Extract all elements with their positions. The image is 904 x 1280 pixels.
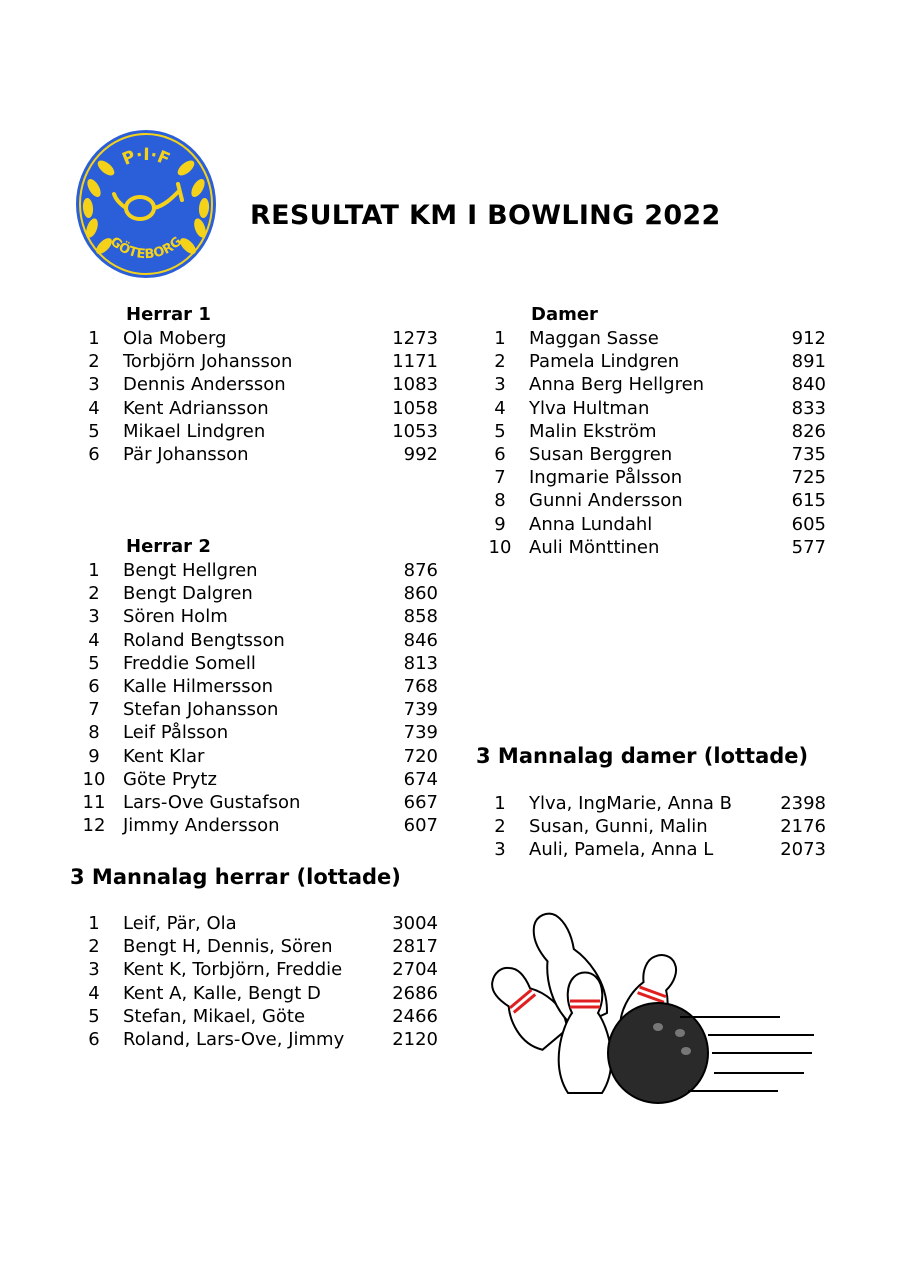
table-row	[79, 327, 438, 350]
rank-cell: 7	[88, 699, 100, 721]
score-cell: 1053	[392, 420, 438, 442]
table-row	[79, 745, 438, 768]
name-cell: Pär Johansson	[123, 443, 249, 465]
name-cell: Torbjörn Johansson	[123, 351, 293, 373]
table-row	[79, 982, 438, 1005]
table-row	[79, 443, 438, 466]
herrar-1-table	[79, 327, 438, 466]
score-cell: 2704	[392, 959, 438, 981]
table-row	[79, 582, 438, 605]
table-row	[79, 420, 438, 443]
score-cell: 840	[791, 374, 826, 396]
name-cell: Kent Adriansson	[123, 397, 269, 419]
rank-cell: 2	[88, 583, 100, 605]
score-cell: 725	[791, 467, 826, 489]
table-row	[79, 652, 438, 675]
rank-cell: 6	[88, 1028, 100, 1050]
score-cell: 2073	[780, 839, 826, 861]
table-row	[485, 443, 826, 466]
score-cell: 2176	[780, 816, 826, 838]
score-cell: 826	[791, 420, 826, 442]
score-cell: 1273	[392, 328, 438, 349]
name-cell: Auli, Pamela, Anna L	[529, 839, 714, 861]
score-cell: 577	[791, 536, 826, 558]
name-cell: Susan, Gunni, Malin	[529, 816, 708, 838]
rank-cell: 3	[494, 839, 506, 861]
name-cell: Kent Klar	[123, 745, 205, 767]
damer-table	[485, 327, 826, 559]
rank-cell: 5	[88, 652, 100, 674]
name-cell: Kent A, Kalle, Bengt D	[123, 982, 321, 1004]
score-cell: 876	[403, 560, 438, 581]
rank-cell: 6	[88, 675, 100, 697]
rank-cell: 1	[494, 328, 506, 349]
rank-cell: 5	[494, 420, 506, 442]
table-row	[485, 792, 826, 815]
table-row	[79, 768, 438, 791]
herrar-2-table	[79, 559, 438, 837]
rank-cell: 11	[82, 791, 106, 813]
rank-cell: 3	[88, 374, 100, 396]
score-cell: 3004	[392, 913, 438, 934]
score-cell: 992	[403, 443, 438, 465]
table-row	[79, 559, 438, 582]
table-row	[79, 675, 438, 698]
score-cell: 858	[403, 606, 438, 628]
name-cell: Jimmy Andersson	[123, 815, 280, 837]
table-row	[79, 350, 438, 373]
damer-heading: Damer	[531, 304, 598, 325]
rank-cell: 2	[494, 351, 506, 373]
name-cell: Dennis Andersson	[123, 374, 286, 396]
bowling-pins-ball-illustration	[458, 905, 820, 1105]
name-cell: Ylva Hultman	[529, 397, 650, 419]
score-cell: 2398	[780, 793, 826, 814]
table-row	[485, 815, 826, 838]
score-cell: 912	[791, 328, 826, 349]
score-cell: 2686	[392, 982, 438, 1004]
table-row	[79, 373, 438, 396]
score-cell: 768	[403, 675, 438, 697]
table-row	[485, 420, 826, 443]
name-cell: Roland Bengtsson	[123, 629, 285, 651]
logo-text-bottom: GÖTEBORG	[106, 234, 186, 263]
name-cell: Ylva, IngMarie, Anna B	[529, 793, 732, 814]
page-title: RESULTAT KM I BOWLING 2022	[250, 200, 721, 231]
rank-cell: 1	[88, 560, 100, 581]
rank-cell: 1	[88, 913, 100, 934]
lag-herrar-heading: 3 Mannalag herrar (lottade)	[70, 865, 401, 889]
name-cell: Leif Pålsson	[123, 722, 229, 744]
rank-cell: 8	[88, 722, 100, 744]
name-cell: Ola Moberg	[123, 328, 227, 349]
name-cell: Leif, Pär, Ola	[123, 913, 237, 934]
score-cell: 846	[403, 629, 438, 651]
score-cell: 674	[403, 768, 438, 790]
table-row	[485, 838, 826, 861]
rank-cell: 10	[488, 536, 512, 558]
score-cell: 739	[403, 699, 438, 721]
rank-cell: 4	[88, 982, 100, 1004]
name-cell: Maggan Sasse	[529, 328, 659, 349]
table-row	[79, 912, 438, 935]
score-cell: 2466	[392, 1005, 438, 1027]
rank-cell: 6	[88, 443, 100, 465]
rank-cell: 3	[88, 959, 100, 981]
name-cell: Stefan, Mikael, Göte	[123, 1005, 306, 1027]
score-cell: 735	[791, 443, 826, 465]
lag-damer-heading: 3 Mannalag damer (lottade)	[476, 744, 809, 768]
name-cell: Malin Ekström	[529, 420, 657, 442]
score-cell: 607	[403, 815, 438, 837]
table-row	[485, 466, 826, 489]
table-row	[79, 721, 438, 744]
score-cell: 2817	[392, 936, 438, 958]
rank-cell: 5	[88, 420, 100, 442]
rank-cell: 10	[82, 768, 106, 790]
name-cell: Sören Holm	[123, 606, 228, 628]
rank-cell: 2	[88, 351, 100, 373]
rank-cell: 3	[494, 374, 506, 396]
name-cell: Stefan Johansson	[123, 699, 279, 721]
table-row	[79, 698, 438, 721]
score-cell: 615	[791, 490, 826, 512]
rank-cell: 3	[88, 606, 100, 628]
name-cell: Bengt H, Dennis, Sören	[123, 936, 333, 958]
table-row	[485, 327, 826, 350]
rank-cell: 1	[88, 328, 100, 349]
name-cell: Ingmarie Pålsson	[529, 467, 683, 489]
lag-herrar-table	[79, 912, 438, 1051]
table-row	[79, 958, 438, 981]
rank-cell: 2	[494, 816, 506, 838]
name-cell: Freddie Somell	[123, 652, 256, 674]
score-cell: 1058	[392, 397, 438, 419]
table-row	[79, 791, 438, 814]
name-cell: Bengt Hellgren	[123, 560, 258, 581]
table-row	[485, 513, 826, 536]
rank-cell: 1	[494, 793, 506, 814]
rank-cell: 2	[88, 936, 100, 958]
name-cell: Bengt Dalgren	[123, 583, 253, 605]
table-row	[79, 935, 438, 958]
pif-goteborg-logo	[74, 128, 218, 280]
score-cell: 720	[403, 745, 438, 767]
score-cell: 860	[403, 583, 438, 605]
score-cell: 1083	[392, 374, 438, 396]
table-row	[79, 605, 438, 628]
score-cell: 667	[403, 791, 438, 813]
score-cell: 605	[791, 513, 826, 535]
table-row	[79, 629, 438, 652]
score-cell: 2120	[392, 1028, 438, 1050]
rank-cell: 5	[88, 1005, 100, 1027]
name-cell: Anna Lundahl	[529, 513, 653, 535]
logo-text-top: P·I·F	[119, 144, 173, 170]
table-row	[79, 814, 438, 837]
name-cell: Auli Mönttinen	[529, 536, 660, 558]
table-row	[485, 397, 826, 420]
score-cell: 813	[403, 652, 438, 674]
table-row	[485, 350, 826, 373]
table-row	[79, 397, 438, 420]
table-row	[485, 373, 826, 396]
rank-cell: 12	[82, 815, 106, 837]
name-cell: Kalle Hilmersson	[123, 675, 274, 697]
table-row	[485, 536, 826, 559]
score-cell: 739	[403, 722, 438, 744]
rank-cell: 7	[494, 467, 506, 489]
name-cell: Kent K, Torbjörn, Freddie	[123, 959, 343, 981]
rank-cell: 4	[88, 397, 100, 419]
herrar-1-heading: Herrar 1	[126, 304, 211, 325]
rank-cell: 4	[494, 397, 506, 419]
table-row	[485, 489, 826, 512]
lag-damer-table	[485, 792, 826, 862]
name-cell: Göte Prytz	[123, 768, 217, 790]
name-cell: Lars-Ove Gustafson	[123, 791, 301, 813]
rank-cell: 6	[494, 443, 506, 465]
rank-cell: 9	[494, 513, 506, 535]
name-cell: Susan Berggren	[529, 443, 673, 465]
name-cell: Pamela Lindgren	[529, 351, 680, 373]
table-row	[79, 1028, 438, 1051]
score-cell: 1171	[392, 351, 438, 373]
name-cell: Mikael Lindgren	[123, 420, 266, 442]
score-cell: 891	[791, 351, 826, 373]
name-cell: Gunni Andersson	[529, 490, 683, 512]
score-cell: 833	[791, 397, 826, 419]
name-cell: Anna Berg Hellgren	[529, 374, 705, 396]
rank-cell: 8	[494, 490, 506, 512]
rank-cell: 9	[88, 745, 100, 767]
table-row	[79, 1005, 438, 1028]
herrar-2-heading: Herrar 2	[126, 536, 211, 557]
rank-cell: 4	[88, 629, 100, 651]
name-cell: Roland, Lars-Ove, Jimmy	[123, 1028, 345, 1050]
